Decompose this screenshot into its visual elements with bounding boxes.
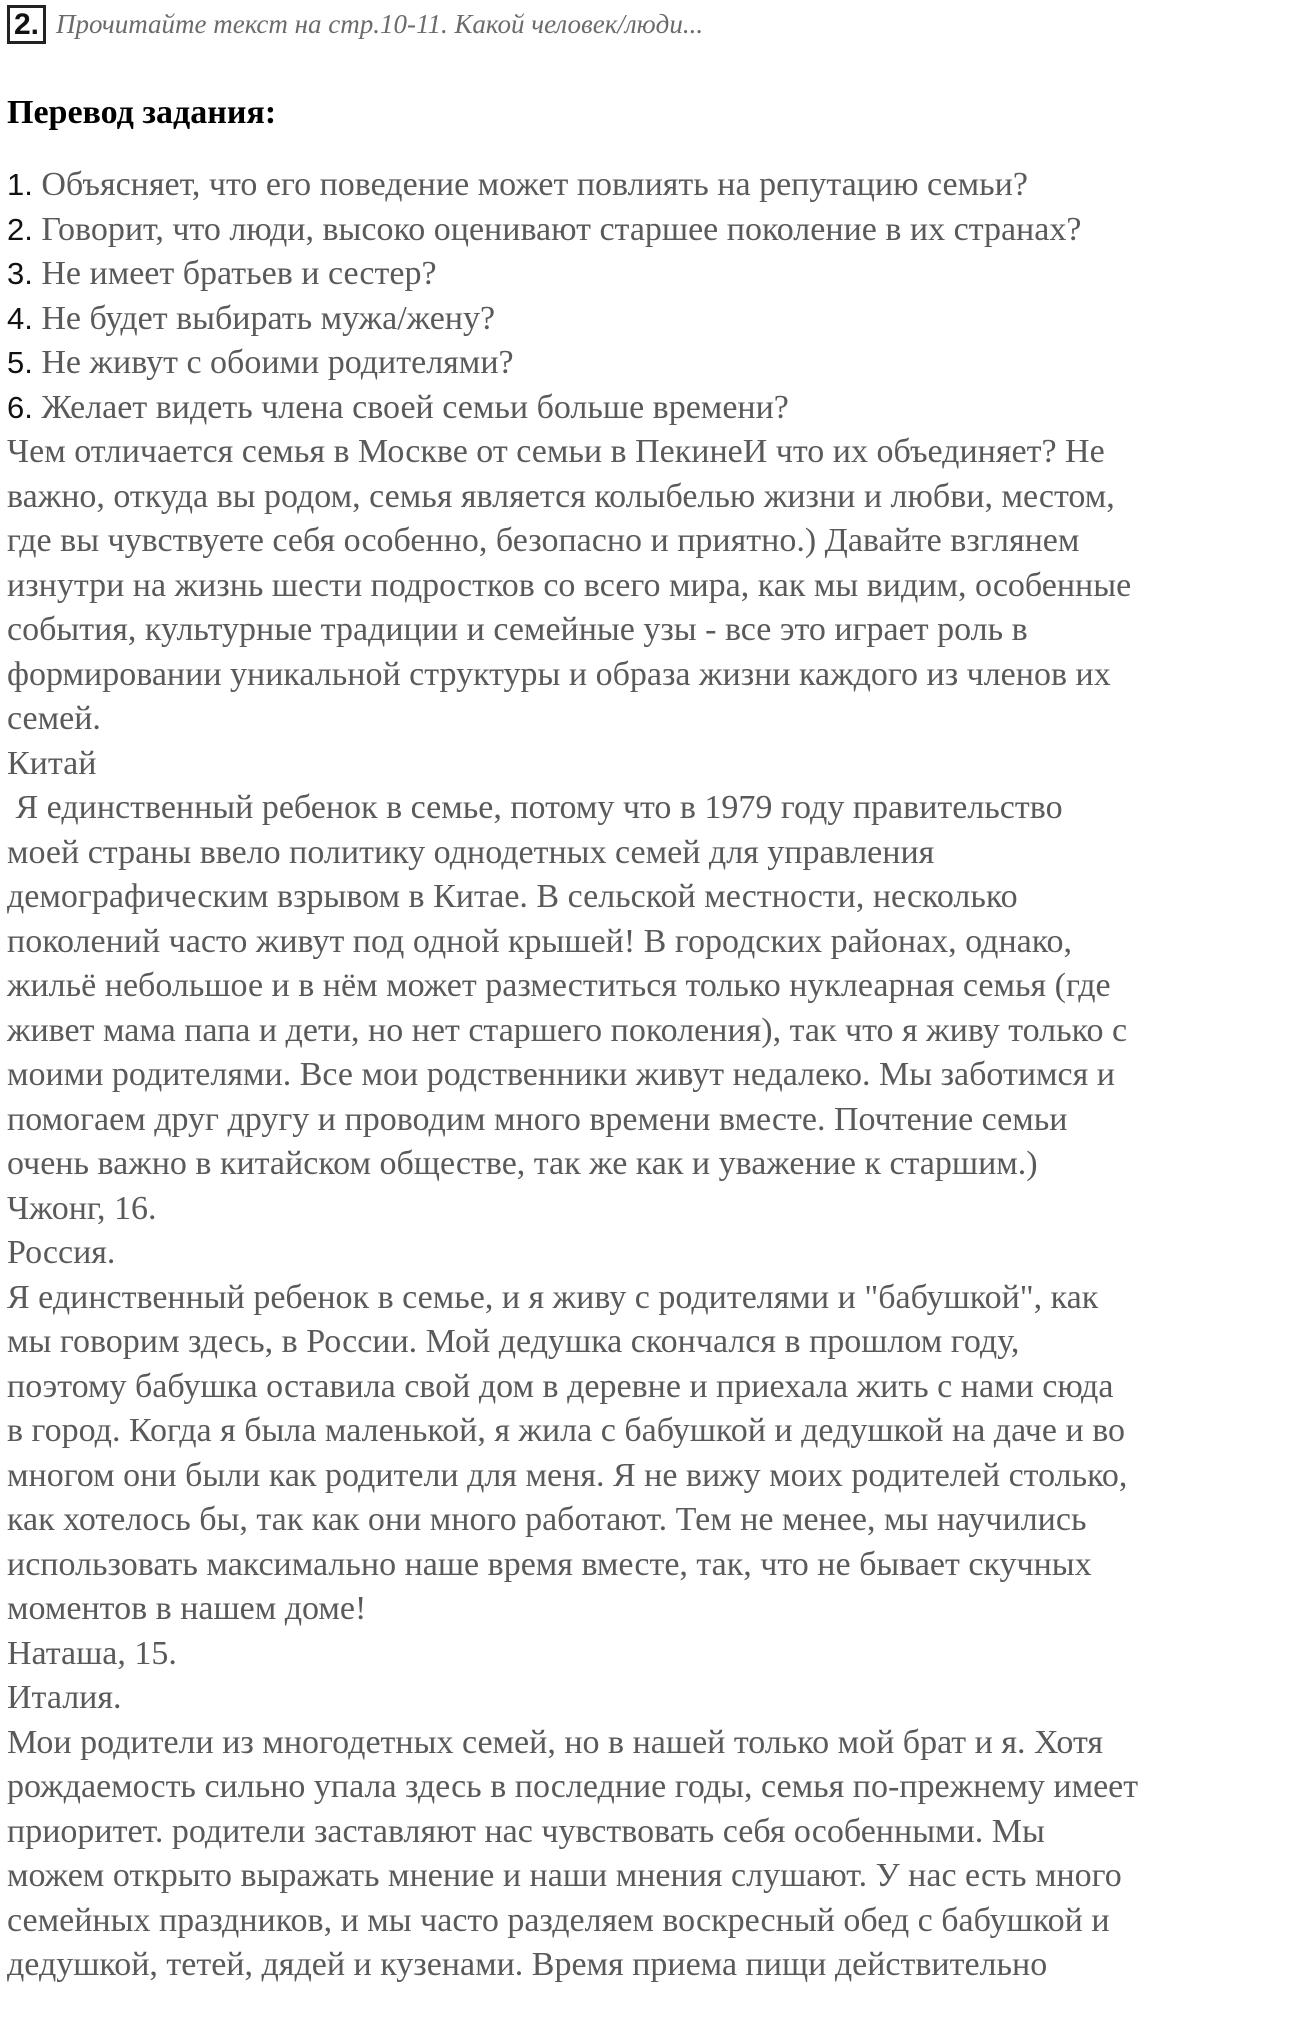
- text-line: использовать максимально наше время вместе, так, что не бывает скучных: [7, 1545, 1092, 1583]
- text-line: Я единственный ребенок в семье, потому что в 1979 году правительство: [7, 789, 1063, 826]
- author-signature: Наташа, 15.: [7, 1634, 177, 1672]
- question-number: 6.: [7, 389, 33, 425]
- text-line: в город. Когда я была маленькой, я жила с бабушкой и дедушкой на даче и во: [7, 1412, 1126, 1449]
- question-number: 2.: [7, 211, 33, 247]
- text-line: моей страны ввело политику однодетных семей для управления: [7, 833, 935, 871]
- text-line: важно, откуда вы родом, семья является колыбелью жизни и любви, местом,: [7, 477, 1115, 515]
- text-line: многом они были как родители для меня. Я не вижу моих родителей столько,: [7, 1456, 1128, 1494]
- text-line: приоритет. родители заставляют нас чувствовать себя особенными. Мы: [7, 1812, 1045, 1850]
- task-number: 2.: [7, 5, 46, 44]
- question-list: [7, 163, 1297, 430]
- text-line: поколений часто живут под одной крышей! В городских районах, однако,: [7, 922, 1073, 960]
- question-item: [7, 386, 1297, 431]
- text-line: изнутри на жизнь шести подростков со всего мира, как мы видим, особенные: [7, 566, 1132, 604]
- task-title: Прочитайте текст на стр.10-11. Какой человек/люди...: [56, 8, 704, 39]
- text-line: моментов в нашем доме!: [7, 1590, 367, 1627]
- text-line: поэтому бабушка оставила свой дом в деревне и приехала жить с нами сюда: [7, 1367, 1114, 1405]
- question-text: Не живут с обоими родителями?: [32, 344, 514, 381]
- text-line: очень важно в китайском обществе, так же как и уважение к старшим.): [7, 1145, 1038, 1182]
- question-number: 4.: [7, 300, 33, 336]
- translation-heading: Перевод задания:: [7, 94, 277, 131]
- text-line: мы говорим здесь, в России. Мой дедушка скончался в прошлом году,: [7, 1323, 1020, 1360]
- text-line: семейных праздников, и мы часто разделяем воскресный обед с бабушкой и: [7, 1901, 1110, 1939]
- text-line: живет мама папа и дети, но нет старшего поколения), так что я живу только с: [7, 1011, 1128, 1049]
- question-text: Говорит, что люди, высоко оценивают старшее поколение в их странах?: [32, 210, 1082, 248]
- text-line: дедушкой, тетей, дядей и кузенами. Время приема пищи действительно: [7, 1946, 1048, 1983]
- question-text: Не имеет братьев и сестер?: [32, 255, 437, 292]
- text-line: рождаемость сильно упала здесь в последние годы, семья по-прежнему имеет: [7, 1768, 1139, 1805]
- question-text: Объясняет, что его поведение может повлиять на репутацию семьи?: [32, 166, 1028, 203]
- question-text: Не будет выбирать мужа/жену?: [32, 299, 496, 337]
- text-line: Мои родители из многодетных семей, но в нашей только мой брат и я. Хотя: [7, 1723, 1104, 1761]
- question-item: [7, 252, 1297, 297]
- question-number: 3.: [7, 256, 33, 291]
- text-line: Я единственный ребенок в семье, и я живу с родителями и "бабушкой", как: [7, 1278, 1099, 1316]
- task-header: [7, 0, 1302, 56]
- text-line: можем открыто выражать мнение и наши мнения слушают. У нас есть много: [7, 1857, 1122, 1894]
- section-heading-italy: Италия.: [7, 1679, 122, 1716]
- text-line: как хотелось бы, так как они много работают. Тем не менее, мы научились: [7, 1501, 1087, 1538]
- text-line: Чем отличается семья в Москве от семьи в ПекинеИ что их объединяет? Не: [7, 433, 1105, 470]
- text-line: события, культурные традиции и семейные узы - все это играет роль в: [7, 611, 1028, 648]
- text-line: где вы чувствуете себя особенно, безопасно и приятно.) Давайте взглянем: [7, 522, 1080, 559]
- question-number: 1.: [7, 167, 33, 202]
- text-line: семей.: [7, 700, 101, 737]
- question-number: 5.: [7, 345, 33, 380]
- question-item: [7, 297, 1297, 342]
- section-heading-russia: Россия.: [7, 1234, 116, 1271]
- section-heading-china: Китай: [7, 744, 97, 782]
- question-text: Желает видеть члена своей семьи больше времени?: [32, 388, 789, 426]
- author-signature: Чжонг, 16.: [7, 1189, 157, 1227]
- text-line: демографическим взрывом в Китае. В сельской местности, несколько: [7, 878, 1018, 915]
- text-line: помогаем друг другу и проводим много времени вместе. Почтение семьи: [7, 1100, 1068, 1138]
- question-item: [7, 208, 1297, 253]
- text-line: моими родителями. Все мои родственники живут недалеко. Мы заботимся и: [7, 1056, 1115, 1093]
- translated-text: [7, 430, 1297, 1988]
- question-item: [7, 163, 1297, 208]
- question-item: [7, 341, 1297, 386]
- text-line: жильё небольшое и в нём может разместиться только нуклеарная семья (где: [7, 967, 1111, 1004]
- text-line: формировании уникальной структуры и образа жизни каждого из членов их: [7, 655, 1111, 693]
